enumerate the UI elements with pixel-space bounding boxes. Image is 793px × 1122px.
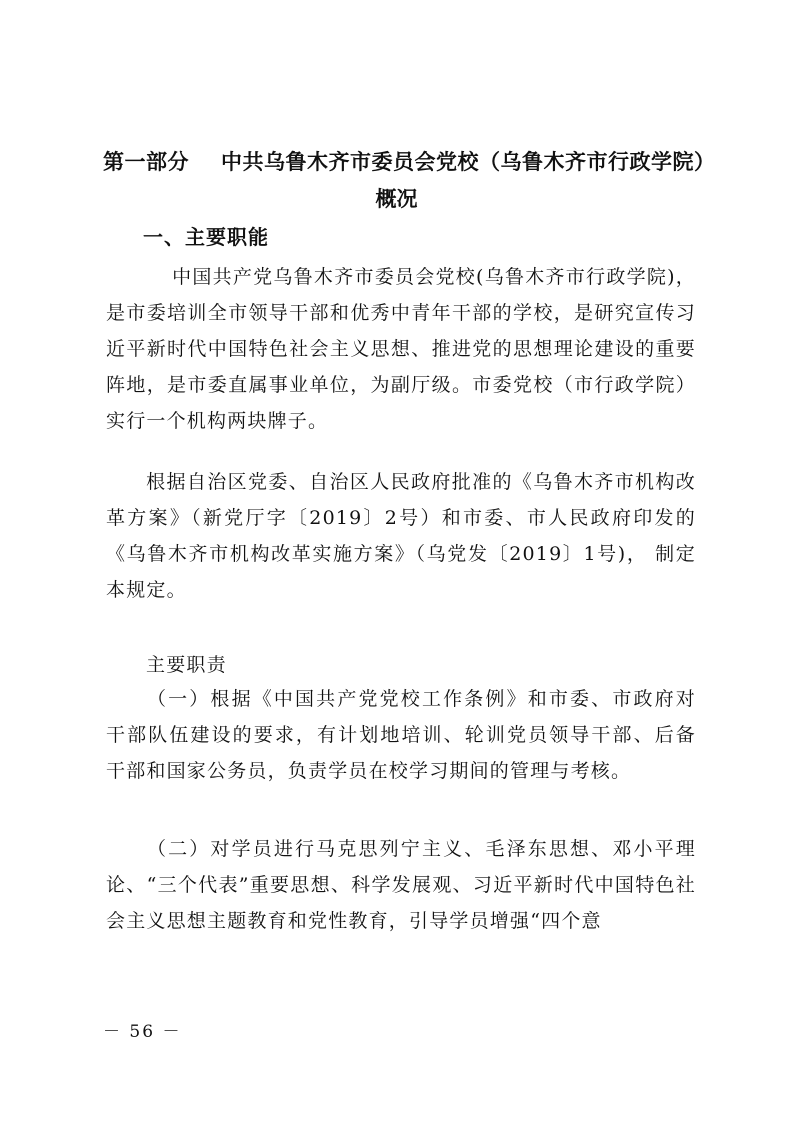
part-title [103,146,716,176]
title-main: 中共乌鲁木齐市委员会党校（乌鲁木齐市行政学院） [221,150,716,174]
part-label: 第一部分 [103,150,189,174]
page-number: － 56 － [103,1022,182,1042]
paragraph-intro [106,259,696,439]
paragraph-duty-1 [106,681,696,789]
paragraph-basis [106,464,696,608]
paragraph-duties-heading: 主要职责 [146,654,227,676]
paragraph-duty-2 [106,831,696,939]
section-heading: 一、主要职能 [143,225,269,249]
title-continuation: 概况 [375,187,418,211]
paragraph-duty-2-text: （二）对学员进行马克思列宁主义、毛泽东思想、邓小平理 论、“三个代表”重要思想、科学发展观、习近平新时代中国特色社会主义思想主题教育和党性教育，引导学员增强“四个意 [106,838,696,932]
paragraph-intro-text: 中国共产党乌鲁木齐市委员会党校(乌鲁木齐市行政学院)， 是市委培训全市领导干部和优秀中青年干部的学校，是研究宣传习近平新时代中国特色社会主义思想、推进党的思想理论建设的重要阵地，是市委直属事业单位，为副厅级。市委党校（市行政学院）实行一个机构两块牌子。 [106,266,696,432]
paragraph-basis-text: 根据自治区党委、自治区人民政府批准的《乌鲁木齐市机构改革方案》（新党厅字〔2019〕2号）和市委、市人民政府印发的《乌鲁木齐市机构改革实施方案》（乌党发〔2019〕1号)， 制定本规定。 [106,471,696,601]
paragraph-duty-1-text: （一）根据《中国共产党党校工作条例》和市委、市政府对 干部队伍建设的要求，有计划地培训、轮训党员领导干部、后备 干部和国家公务员，负责学员在校学习期间的管理与考核。 [106,688,696,782]
